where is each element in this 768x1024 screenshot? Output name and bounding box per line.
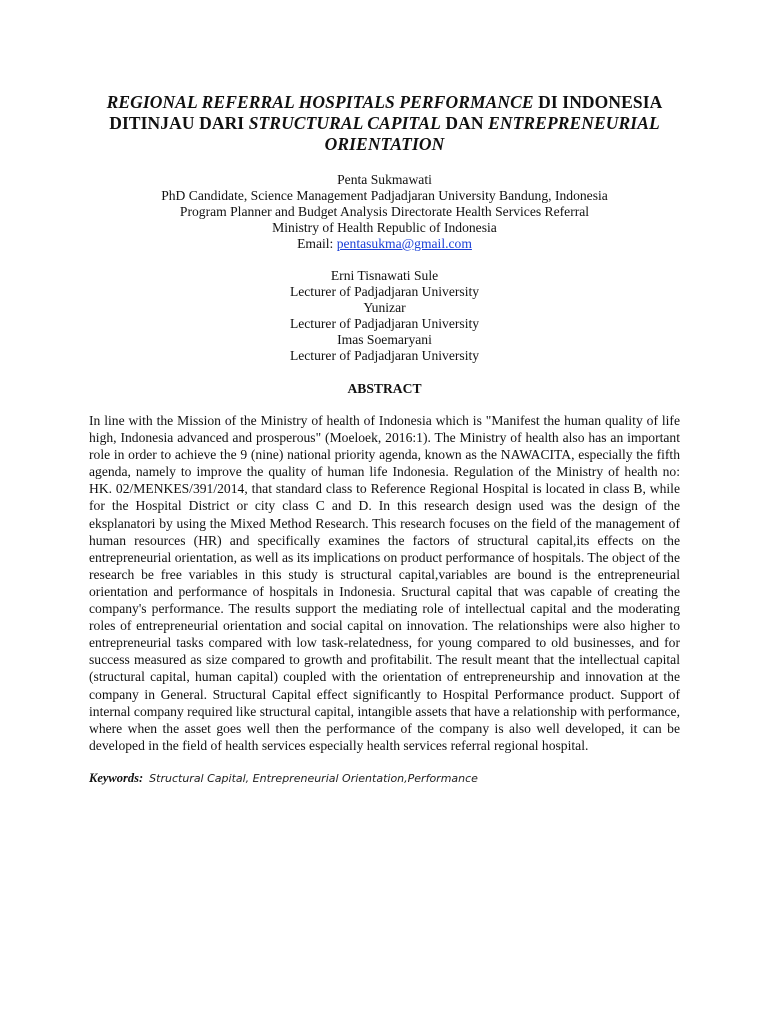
title-plain-part: DITINJAU DARI	[109, 113, 249, 133]
title-italic-part: ORIENTATION	[324, 134, 445, 154]
abstract-heading: ABSTRACT	[347, 381, 422, 396]
abstract-body: In line with the Mission of the Ministry of health of Indonesia which is "Manifest the human quality of life high, Indonesia advanced and prosperous" (Moeloek, 2016:1). The Ministry of health also has an important role in order to achieve the 9 (nine) national priority agenda, known as the NAWACITA, especially the fifth agenda, namely to improve the quality of human life Indonesia. Regulation of the Ministry of health no: HK. 02/MENKES/391/2014, that standard class to Reference Regional Hospital is located in class B, while for the Hospital District or city class C and D. In this research design used was the design of the eksplanatori by using the Mixed Method Research. This research focuses on the field of the management of human resources (HR) and specifically examines the factors of structural capital,its effects on the entrepreneurial orientation, as well as its implications on product performance of hospitals. The object of the research be free variables in this study is structural capital,variables are bound is the entrepreneurial orientation and performance of hospitals in Indonesia. Sructural capital that was capable of creating the company's performance. The results support the mediating role of intellectual capital and the moderating roles of entrepreneurial orientation and social capital on innovation. The relationships were also higher to entrepreneurial tasks compared with low task-relatedness, for young compared to old businesses, and for success measured as size compared to growth and profitabilit. The result meant that the intellectual capital (structural capital, human capital) coupled with the orientation of entrepreneurship and innovation at the company in General. Structural Capital effect significantly to Hospital Performance product. Support of internal company required like structural capital, intangible assets that have a relationship with performance, where when the asset goes well then the performance of the company is also well developed, it can be developed in the field of health services especially health services referral regional hospital.	[89, 413, 680, 753]
email-label: Email:	[297, 236, 337, 251]
coauthor-name: Erni Tisnawati Sule	[330, 268, 439, 283]
coauthor-role: Lecturer of Padjadjaran University	[289, 348, 480, 363]
author-block	[89, 172, 680, 364]
title-plain-part: DI INDONESIA	[533, 92, 663, 112]
title-line-3	[89, 134, 680, 155]
spacer	[89, 252, 680, 268]
title-italic-part: REGIONAL REFERRAL HOSPITALS PERFORMANCE	[106, 92, 534, 112]
title-italic-part: ENTREPRENEURIAL	[488, 113, 660, 133]
email-link[interactable]: pentasukma@gmail.com	[336, 236, 472, 251]
coauthor-name: Yunizar	[363, 300, 406, 315]
author-affiliation: Program Planner and Budget Analysis Directorate Health Services Referral	[179, 204, 590, 219]
coauthor-role: Lecturer of Padjadjaran University	[289, 316, 480, 331]
author-affiliation: PhD Candidate, Science Management Padjadjaran University Bandung, Indonesia	[161, 188, 608, 203]
author-email-line	[89, 236, 680, 252]
paper-title	[89, 92, 680, 155]
title-line-2	[89, 113, 680, 134]
title-italic-part: STRUCTURAL CAPITAL	[248, 113, 441, 133]
coauthor-name: Imas Soemaryani	[337, 332, 432, 347]
title-line-1	[89, 92, 680, 113]
keywords-line	[89, 771, 680, 786]
keywords-list: Structural Capital, Entrepreneurial Orientation,Performance	[149, 771, 478, 785]
author-affiliation: Ministry of Health Republic of Indonesia	[272, 220, 497, 235]
keywords-label: Keywords:	[89, 770, 144, 785]
title-plain-part: DAN	[440, 113, 489, 133]
coauthor-role: Lecturer of Padjadjaran University	[289, 284, 480, 299]
author-name: Penta Sukmawati	[337, 172, 432, 187]
